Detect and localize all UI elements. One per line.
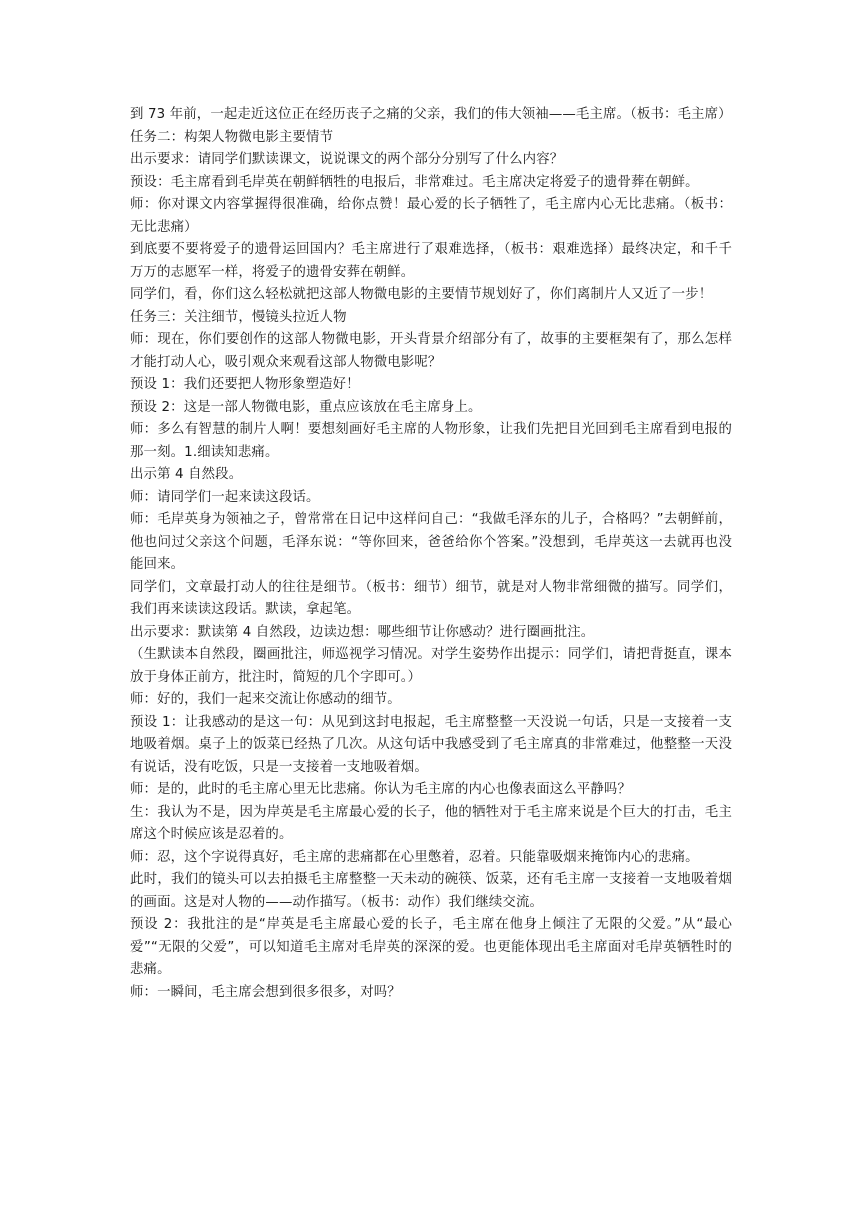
paragraph-student-answer: 生：我认为不是，因为岸英是毛主席最心爱的长子，他的牺牲对于毛主席来说是个巨大的打击，毛主席这个时候应该是忍着的。 — [130, 804, 732, 842]
paragraph-choice: 到底要不要将爱子的遗骨运回国内？毛主席进行了艰难选择，（板书：艰难选择）最终决定，和千千万万的志愿军一样，将爱子的遗骨安葬在朝鲜。 — [130, 242, 732, 280]
paragraph-intro-continuation: 到 73 年前，一起走近这位正在经历丧子之痛的父亲，我们的伟大领袖——毛主席。（板书：毛主席） — [130, 107, 732, 122]
paragraph-teacher-4: 师：请同学们一起来读这段话。 — [130, 489, 320, 505]
paragraph-teacher-3: 师：多么有智慧的制片人啊！要想刻画好毛主席的人物形象，让我们先把目光回到毛主席看到电报的那一刻。1.细读知悲痛。 — [130, 422, 732, 460]
paragraph-preset-d: 预设 2：我批注的是“岸英是毛主席最心爱的长子，毛主席在他身上倾注了无限的父爱。”从“最心爱”“无限的父爱”，可以知道毛主席对毛岸英的深深的爱。也更能体现出毛主席面对毛岸英牺牲时的悲痛。 — [130, 917, 732, 977]
paragraph-students-1: 同学们，看，你们这么轻松就把这部人物微电影的主要情节规划好了，你们离制片人又近了一步！ — [130, 287, 713, 302]
paragraph-requirement-1: 出示要求：请同学们默读课文，说说课文的两个部分分别写了什么内容？ — [130, 152, 564, 167]
paragraph-teacher-2: 师：现在，你们要创作的这部人物微电影，开头背景介绍部分有了，故事的主要框架有了，那么怎样才能打动人心，吸引观众来观看这部人物微电影呢？ — [130, 332, 732, 370]
heading-task-two: 任务二：构架人物微电影主要情节 — [130, 129, 334, 145]
paragraph-requirement-2: 出示要求：默读第 4 自然段，边读边想：哪些细节让你感动？进行圈画批注。 — [130, 624, 595, 640]
paragraph-teacher-6: 师：好的，我们一起来交流让你感动的细节。 — [130, 692, 401, 707]
paragraph-preset-1: 预设：毛主席看到毛岸英在朝鲜牺牲的电报后，非常难过。毛主席决定将爱子的遗骨葬在朝鲜。 — [130, 174, 699, 190]
document-page — [130, 104, 732, 1004]
paragraph-teacher-1: 师：你对课文内容掌握得很准确，给你点赞！最心爱的长子牺牲了，毛主席内心无比悲痛。（板书：无比悲痛） — [130, 197, 732, 235]
paragraph-preset-b: 预设 2：这是一部人物微电影，重点应该放在毛主席身上。 — [130, 399, 482, 415]
paragraph-teacher-5: 师：毛岸英身为领袖之子，曾常常在日记中这样问自己：“我做毛泽东的儿子，合格吗？”去朝鲜前，他也问过父亲这个问题，毛泽东说：“等你回来，爸爸给你个答案。”没想到，毛岸英这一去就再也没能回来。 — [130, 512, 732, 572]
paragraph-preset-a: 预设 1：我们还要把人物形象塑造好！ — [130, 377, 360, 392]
paragraph-preset-c: 预设 1：让我感动的是这一句：从见到这封电报起，毛主席整整一天没说一句话，只是一支接着一支地吸着烟。桌子上的饭菜已经热了几次。从这句话中我感受到了毛主席真的非常难过，他整整一天没有说话，没有吃饭，只是一支接着一支地吸着烟。 — [130, 714, 732, 775]
paragraph-camera: 此时，我们的镜头可以去拍摄毛主席整整一天未动的碗筷、饭菜，还有毛主席一支接着一支地吸着烟的画面。这是对人物的——动作描写。（板书：动作）我们继续交流。 — [130, 872, 732, 910]
heading-task-three: 任务三：关注细节，慢镜头拉近人物 — [130, 309, 347, 325]
paragraph-teacher-8: 师：忍，这个字说得真好，毛主席的悲痛都在心里憋着，忍着。只能靠吸烟来掩饰内心的悲痛。 — [130, 849, 699, 865]
paragraph-teacher-9: 师：一瞬间，毛主席会想到很多很多，对吗？ — [130, 984, 401, 1000]
paragraph-students-2: 同学们，文章最打动人的往往是细节。（板书：细节）细节，就是对人物非常细微的描写。同学们，我们再来读读这段话。默读，拿起笔。 — [130, 579, 732, 617]
paragraph-stage-note: （生默读本自然段，圈画批注，师巡视学习情况。对学生姿势作出提示：同学们，请把背挺直，课本放于身体正前方，批注时，简短的几个字即可。） — [130, 647, 732, 685]
paragraph-teacher-7: 师：是的，此时的毛主席心里无比悲痛。你认为毛主席的内心也像表面这么平静吗？ — [130, 782, 632, 797]
paragraph-show-section: 出示第 4 自然段。 — [130, 467, 243, 482]
